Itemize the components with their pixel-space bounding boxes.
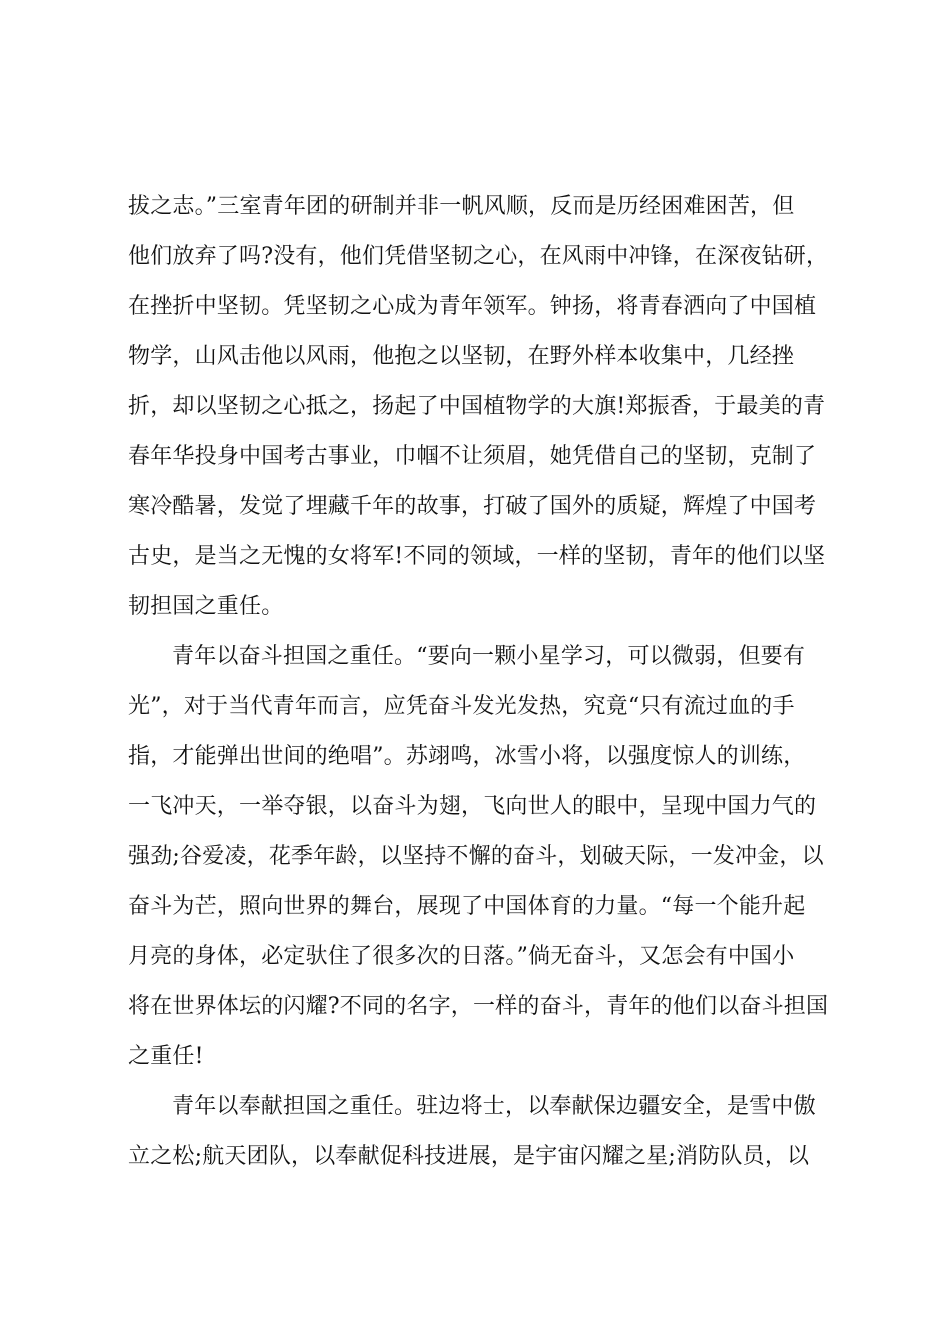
text-line-15: 奋斗为芒，照向世界的舞台，展现了中国体育的力量。“每一个能升起 [128, 894, 806, 919]
text-line-20: 立之松;航天团队，以奉献促科技进展，是宇宙闪耀之星;消防队员，以 [128, 1144, 810, 1169]
text-line-17: 将在世界体坛的闪耀?不同的名字，一样的奋斗，青年的他们以奋斗担国 [128, 994, 829, 1019]
text-line-1: 拔之志。”三室青年团的研制并非一帆风顺，反而是历经困难困苦，但 [128, 194, 795, 219]
text-line-18: 之重任! [128, 1044, 204, 1069]
text-line-4: 物学，山风击他以风雨，他抱之以坚韧，在野外样本收集中，几经挫 [128, 344, 795, 369]
text-line-7: 寒冷酷暑，发觉了埋藏千年的故事，打破了国外的质疑，辉煌了中国考 [128, 494, 817, 519]
text-line-12: 指，才能弹出世间的绝唱”。苏翊鸣，冰雪小将，以强度惊人的训练， [128, 744, 806, 769]
text-line-11: 光”，对于当代青年而言，应凭奋斗发光发热，究竟“只有流过血的手 [128, 694, 795, 719]
text-line-3: 在挫折中坚韧。凭坚韧之心成为青年领军。钟扬，将青春洒向了中国植 [128, 294, 817, 319]
paragraph-2-first-line: 青年以奋斗担国之重任。“要向一颗小星学习，可以微弱，但要有 [172, 644, 806, 669]
text-line-14: 强劲;谷爱凌，花季年龄，以坚持不懈的奋斗，划破天际，一发冲金，以 [128, 844, 824, 869]
text-line-2: 他们放弃了吗?没有，他们凭借坚韧之心，在风雨中冲锋，在深夜钻研， [128, 244, 829, 269]
text-line-13: 一飞冲天，一举夺银，以奋斗为翅，飞向世人的眼中，呈现中国力气的 [128, 794, 817, 819]
text-line-5: 折，却以坚韧之心抵之，扬起了中国植物学的大旗!郑振香，于最美的青 [128, 394, 826, 419]
document-body [128, 182, 832, 1182]
text-line-9: 韧担国之重任。 [128, 594, 284, 619]
text-line-6: 春年华投身中国考古事业，巾帼不让须眉，她凭借自己的坚韧，克制了 [128, 444, 817, 469]
paragraph-3-first-line: 青年以奉献担国之重任。驻边将士，以奉献保边疆安全，是雪中傲 [172, 1094, 816, 1119]
text-line-8: 古史，是当之无愧的女将军!不同的领域，一样的坚韧，青年的他们以坚 [128, 544, 826, 569]
text-line-16: 月亮的身体，必定驮住了很多次的日落。”倘无奋斗，又怎会有中国小 [128, 944, 795, 969]
